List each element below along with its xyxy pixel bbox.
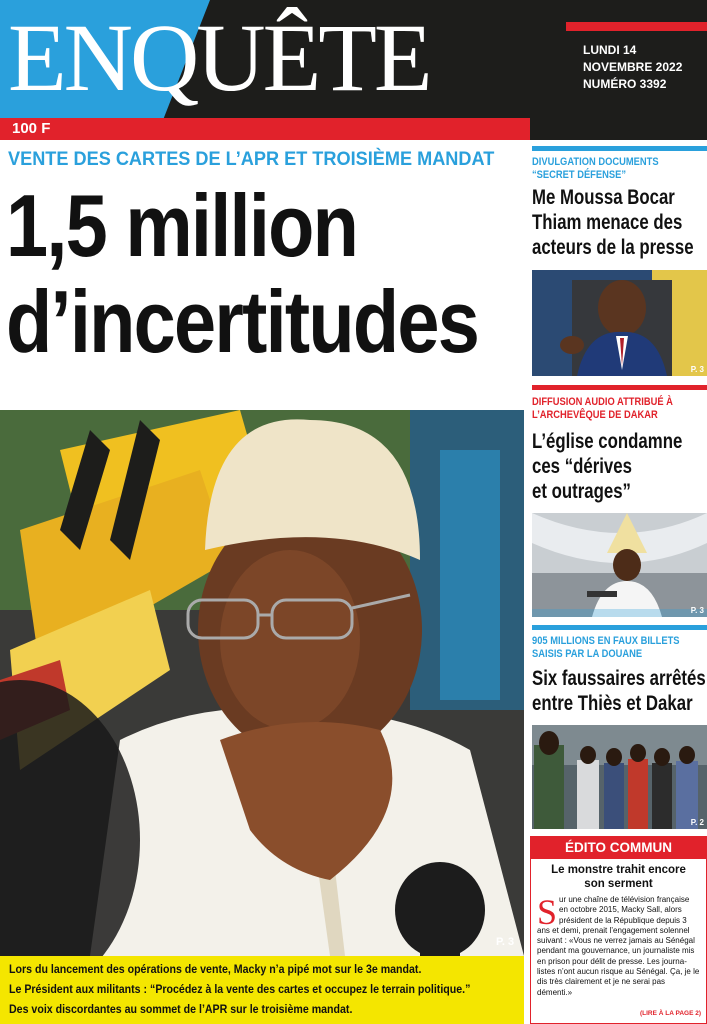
issue-number: NUMÉRO 3392 (583, 77, 667, 91)
issue-day: LUNDI 14 (583, 43, 637, 57)
caption-line: Lors du lancement des opérations de vente, Macky n’a pipé mot sur le 3e mandat. (9, 962, 422, 976)
story-divider (532, 625, 707, 630)
story3-headline: Six faussaires arrêtés (532, 667, 706, 690)
caption-line: Le Président aux militants : “Procédez à la vente des cartes et occupez le terrain politique.” (9, 982, 471, 996)
edito-line: listes n’ont aucun risque au Sénégal. Ça, je le (537, 967, 700, 977)
edito-line: pendant ma gouvernance, un journaliste mis (537, 946, 695, 956)
story1-kicker: “SECRET DÉFENSE” (532, 169, 627, 181)
suspects-photo-illustration (532, 725, 707, 829)
story2-photo (532, 513, 707, 617)
president-photo-illustration (0, 410, 524, 956)
issue-info (583, 42, 683, 93)
main-caption (0, 956, 524, 1024)
story1-photo (532, 270, 707, 376)
story2-headline: et outrages” (532, 480, 631, 503)
story3-kicker: 905 MILLIONS EN FAUX BILLETS (532, 635, 680, 647)
archbishop-photo-illustration (532, 513, 707, 617)
edito-drop-cap: S (537, 892, 558, 932)
masthead (0, 0, 707, 140)
story3-photo (532, 725, 707, 829)
main-photo (0, 410, 524, 956)
story1-page-ref: P. 3 (690, 365, 704, 374)
price-label: 100 F (12, 120, 51, 137)
masthead-red-bar (0, 118, 530, 140)
edito-label: ÉDITO COMMUN (565, 840, 672, 855)
story3-page-ref: P. 2 (690, 818, 704, 827)
edito-body (537, 892, 703, 998)
edito-title (535, 863, 702, 891)
story2-kicker: L’ARCHEVÊQUE DE DAKAR (532, 409, 658, 421)
story3-headline: entre Thiès et Dakar (532, 692, 693, 715)
lawyer-photo-illustration (532, 270, 707, 376)
story2-headline: L’église condamne (532, 430, 683, 453)
story1-headline: Thiam menace des (532, 211, 683, 234)
edito-line: ans et demi, prenait l’engagement solennel (537, 925, 690, 935)
edito-line: en octobre 2015, Macky Sall, alors (559, 905, 682, 915)
edito-line: en prison pour délit de presse. Les journa- (537, 956, 687, 966)
edito-title-line: son serment (584, 878, 653, 890)
issue-date: NOVEMBRE 2022 (583, 60, 683, 74)
story-divider (532, 146, 707, 151)
edito-line: président de la République depuis 3 (559, 915, 687, 925)
story2-kicker: DIFFUSION AUDIO ATTRIBUÉ À (532, 396, 673, 408)
masthead-red-accent (566, 22, 707, 31)
story2-headline: ces “dérives (532, 455, 632, 478)
story1-headline: acteurs de la presse (532, 236, 694, 259)
story1-kicker: DIVULGATION DOCUMENTS (532, 156, 659, 168)
main-headline (6, 176, 479, 371)
edito-line: démenti.» (537, 987, 573, 997)
main-headline-line: 1,5 million (6, 176, 358, 275)
story2-page-ref: P. 3 (690, 606, 704, 615)
main-headline-line: d’incertitudes (6, 272, 479, 371)
story-divider (532, 385, 707, 390)
edito-line: suivant : «Vous ne verrez jamais au Sénégal (537, 936, 695, 946)
photo-page-ref: P. 3 (496, 936, 515, 948)
newspaper-logo: ENQUÊTE (8, 4, 430, 111)
edito-line: ur une chaîne de télévision française (559, 895, 690, 904)
edito-line: dis très clairement et je ne serai pas (537, 977, 666, 987)
main-kicker: VENTE DES CARTES DE L’APR ET TROISIÈME MANDAT (8, 148, 495, 170)
caption-line: Des voix discordantes au sommet de l’APR sur le troisième mandat. (9, 1002, 353, 1016)
edito-title-line: Le monstre trahit encore (551, 864, 686, 876)
story3-kicker: SAISIS PAR LA DOUANE (532, 648, 643, 660)
edito-box (530, 836, 707, 1024)
edito-continue-link[interactable]: (LIRE À LA PAGE 2) (639, 1010, 701, 1017)
story1-headline: Me Moussa Bocar (532, 186, 675, 209)
